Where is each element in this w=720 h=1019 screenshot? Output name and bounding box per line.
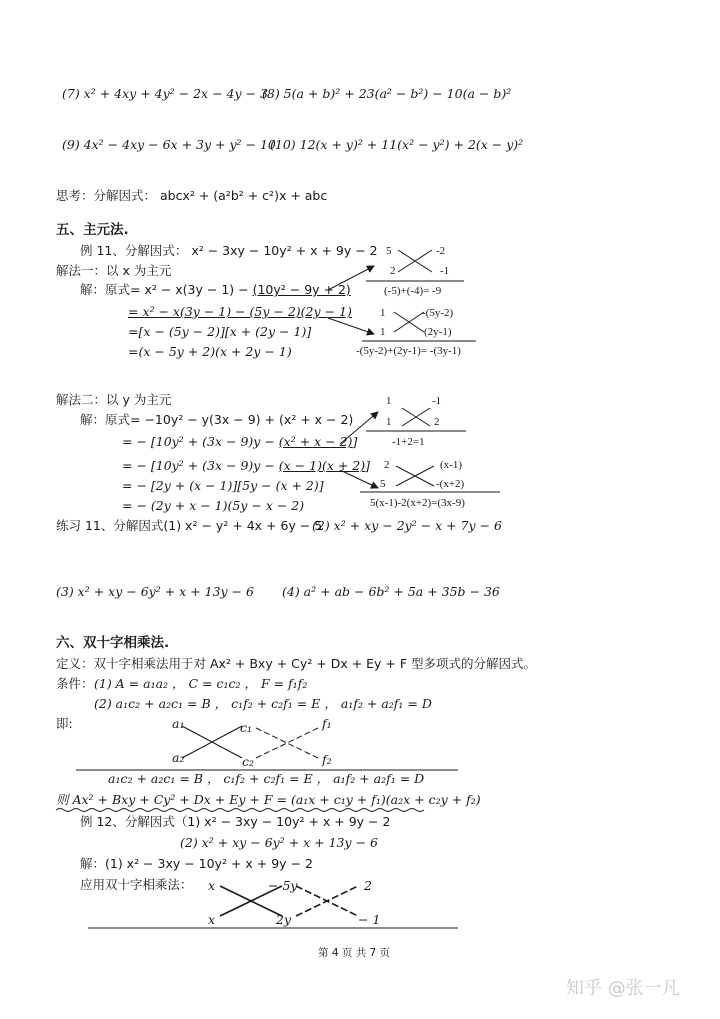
cross-3-bottom-right: 2 — [434, 416, 440, 428]
cross-3-top-left: 1 — [386, 395, 392, 407]
method-1-line-1: 解：原式= x² − x(3y − 1) − (10y² − 9y + 2) — [80, 282, 351, 297]
problem-7: (7) x² + 4xy + 4y² − 2x − 4y − 3 — [62, 86, 268, 101]
method-1-line-3: =[x − (5y − 2)][x + (2y − 1)] — [128, 324, 312, 339]
grid-c2: c₂ — [242, 754, 255, 769]
section-5-title: 五、主元法. — [56, 222, 129, 238]
method-2-line-4: = − [2y + (x − 1)][5y − (x + 2)] — [122, 478, 324, 493]
then-formula: 则 Ax² + Bxy + Cy² + Dx + Ey + F = (a₁x + c₁y + f₁)(a₂x + c₂y + f₂) — [56, 792, 481, 807]
cross-4-bottom-left: 5 — [380, 478, 386, 490]
cross-4-bottom-right: -(x+2) — [436, 478, 465, 490]
solution-line: 解：(1) x² − 3xy − 10y² + x + 9y − 2 — [80, 856, 313, 871]
practice-11-3: (3) x² + xy − 6y² + x + 13y − 6 — [56, 584, 254, 599]
condition-label: 条件： — [56, 676, 94, 691]
grid-a1: a₁ — [172, 716, 185, 731]
cross-1-bottom-left: 2 — [390, 265, 396, 277]
grid-f2: f₂ — [322, 752, 332, 767]
ji-label: 即: — [56, 716, 73, 731]
practice-11-2: (2) x² + xy − 2y² − x + 7y − 6 — [312, 518, 502, 533]
practice-11-1: 练习 11、分解因式(1) x² − y² + 4x + 6y − 5 — [56, 518, 323, 533]
grid-f1: f₁ — [322, 716, 332, 731]
condition-1: (1) A = a₁a₂ ， C = c₁c₂ ， F = f₁f₂ — [94, 676, 308, 691]
cross-1-result: (-5)+(-4)= -9 — [384, 285, 442, 297]
arrow-1 — [328, 266, 374, 290]
definition: 定义：双十字相乘法用于对 Ax² + Bxy + Cy² + Dx + Ey + F 型多项式的分解因式。 — [56, 656, 537, 671]
grid2-bottom-right: − 1 — [358, 912, 381, 927]
cross-2-result: -(5y-2)+(2y-1)= -(3y-1) — [356, 345, 461, 357]
apply-label: 应用双十字相乘法： — [80, 877, 193, 892]
grid2-bottom-middle: 2y — [276, 912, 292, 927]
section-6-title: 六、双十字相乘法. — [56, 635, 170, 651]
cross-4-result: 5(x-1)-2(x+2)=(3x-9) — [370, 497, 465, 509]
grid2-bottom-left: x — [208, 912, 216, 927]
arrow-4 — [340, 470, 378, 488]
method-2-line-3: = − [10y² + (3x − 9)y − (x − 1)(x + 2)] — [122, 458, 371, 473]
grid-a2: a₂ — [172, 750, 185, 765]
problem-9: (9) 4x² − 4xy − 6x + 3y + y² − 10 — [62, 137, 276, 152]
think-question: 思考：分解因式： abcx² + (a²b² + c²)x + abc — [56, 188, 328, 203]
cross-1-top-left: 5 — [386, 245, 392, 257]
method-1-line-2: = x² − x(3y − 1) − (5y − 2)(2y − 1) — [128, 304, 352, 319]
problem-8: (8) 5(a + b)² + 23(a² − b²) − 10(a − b)² — [262, 86, 512, 101]
method-1-title: 解法一：以 x 为主元 — [56, 263, 172, 278]
grid2-top-middle: − 5y — [268, 878, 298, 893]
grid-c1: c₁ — [240, 720, 253, 735]
method-2-line-1: 解：原式= −10y² − y(3x − 9) + (x² + x − 2) — [80, 412, 354, 427]
grid-result: a₁c₂ + a₂c₁ = B ， c₁f₂ + c₂f₁ = E ， a₁f₂ + a₂f₁ = D — [108, 771, 425, 786]
method-2-title: 解法二：以 y 为主元 — [56, 392, 172, 407]
method-2-line-5: = − (2y + x − 1)(5y − x − 2) — [122, 498, 305, 513]
arrow-3 — [340, 412, 378, 444]
example-12-part-2: (2) x² + xy − 6y² + x + 13y − 6 — [180, 835, 378, 850]
wavy-underline — [56, 809, 424, 812]
cross-3-bottom-left: 1 — [386, 416, 392, 428]
cross-4-top-left: 2 — [384, 459, 390, 471]
cross-3-top-right: -1 — [432, 395, 442, 407]
watermark: 知乎 @张一凡 — [566, 978, 680, 999]
cross-4-top-right: (x-1) — [440, 459, 462, 471]
problem-10: (10) 12(x + y)² + 11(x² − y²) + 2(x − y)² — [270, 137, 524, 152]
cross-2-bottom-right: (2y-1) — [424, 326, 452, 338]
page-footer: 第 4 页 共 7 页 — [318, 947, 391, 959]
cross-1-bottom-right: -1 — [440, 265, 450, 277]
cross-1-top-right: -2 — [436, 245, 446, 257]
arrow-2 — [328, 318, 374, 334]
cross-2-bottom-left: 1 — [380, 326, 386, 338]
condition-2: (2) a₁c₂ + a₂c₁ = B ， c₁f₂ + c₂f₁ = E ， a₁f₂ + a₂f₁ = D — [94, 696, 432, 711]
grid2-top-left: x — [208, 878, 216, 893]
cross-2-top-left: 1 — [380, 307, 386, 319]
cross-2-top-right: -(5y-2) — [422, 307, 454, 319]
example-11: 例 11、分解因式： x² − 3xy − 10y² + x + 9y − 2 — [80, 243, 378, 258]
grid2-top-right: 2 — [364, 878, 372, 893]
cross-3-result: -1+2=1 — [392, 436, 425, 448]
method-1-line-4: =(x − 5y + 2)(x + 2y − 1) — [128, 344, 292, 359]
practice-11-4: (4) a² + ab − 6b² + 5a + 35b − 36 — [282, 584, 500, 599]
method-2-line-2: = − [10y² + (3x − 9)y − (x² + x − 2)] — [122, 434, 358, 449]
example-12: 例 12、分解因式（1) x² − 3xy − 10y² + x + 9y − 2 — [80, 814, 391, 829]
